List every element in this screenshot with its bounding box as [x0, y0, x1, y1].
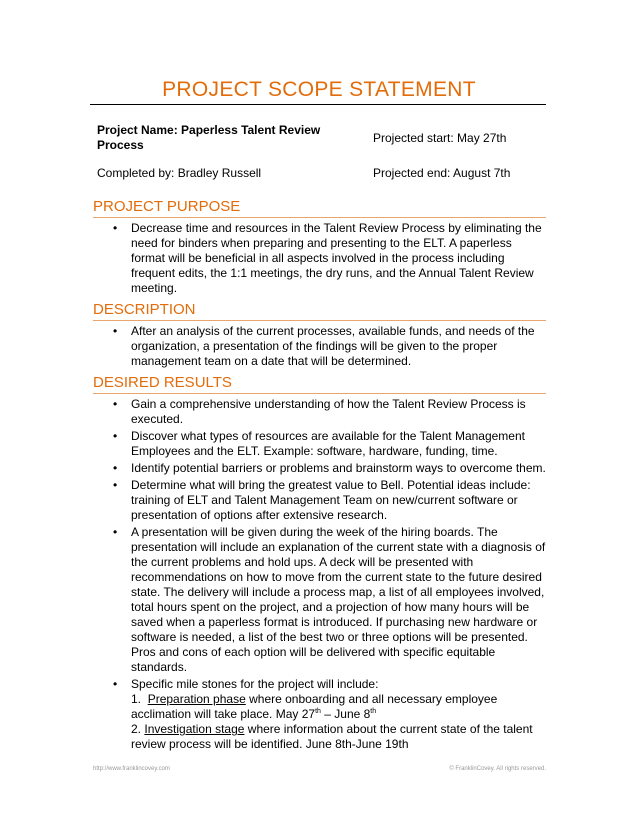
list-item: [93, 525, 546, 675]
list-item: [93, 461, 546, 476]
bullet-icon: •: [113, 478, 118, 492]
bullet-icon: •: [113, 677, 118, 691]
list-item-text: Gain a comprehensive understanding of how the Talent Review Process is executed.: [131, 397, 526, 426]
list-item: [93, 478, 546, 523]
ordinal-suffix: th: [315, 708, 321, 715]
bullet-icon: •: [113, 525, 118, 539]
section-heading: PROJECT PURPOSE: [93, 198, 546, 218]
list-item: [93, 324, 546, 369]
milestone-number: 1.: [131, 692, 142, 706]
title-divider: [90, 104, 546, 105]
project-name: Project Name: Paperless Talent Review Process: [97, 123, 321, 152]
list-item-text: Determine what will bring the greatest value to Bell. Potential ideas include: training of ELT and Talent Management Team on new/current software or presentation of options after extensive research.: [131, 478, 531, 522]
section-heading: DESIRED RESULTS: [93, 374, 546, 394]
list-item-text: After an analysis of the current processes, available funds, and needs of the organization, a presentation of the findings will be given to the proper management team on a date that will be determined.: [131, 324, 535, 368]
page-title: PROJECT SCOPE STATEMENT: [162, 78, 476, 101]
projected-end: Projected end: August 7th: [373, 166, 511, 180]
milestone-label: Preparation phase: [147, 692, 246, 706]
list-item: [93, 397, 546, 427]
bullet-list: [93, 221, 546, 296]
bullet-icon: •: [113, 221, 118, 235]
list-item: [93, 429, 546, 459]
bullet-list: [93, 397, 546, 752]
ordinal-suffix: th: [370, 708, 377, 715]
section-heading: DESCRIPTION: [93, 301, 546, 321]
bullet-icon: •: [113, 461, 118, 475]
list-item-text: A presentation will be given during the week of the hiring boards. The presentation will include an explanation of the current state with a diagnosis of the current problems and hold ups. A deck will be presented with recommendations on how to move from the current state to the future desired state. The delivery will include a process map, a list of all employees involved, total hours spent on the project, and a projection of how many hours will be saved when a paperless format is introduced. If purchasing new hardware or software is needed, a list of the best two or three options will be presented. Pros and cons of each option will be delivered with specific equitable standards.: [131, 525, 546, 674]
milestone-number: 2.: [131, 722, 142, 736]
section-description: [93, 301, 546, 371]
list-item-text: Decrease time and resources in the Talent Review Process by eliminating the need for binders when preparing and presenting to the ELT. A paperless format will be beneficial in all aspects involved in the process including frequent edits, the 1:1 meetings, the dry runs, and the Annual Talent Review meeting.: [131, 221, 542, 295]
completed-by: Completed by: Bradley Russell: [97, 166, 262, 180]
milestone-1: [131, 692, 497, 721]
milestone-2: [131, 722, 533, 751]
list-item-text: Discover what types of resources are available for the Talent Management Employees and the ELT. Example: software, hardware, funding, time.: [131, 429, 525, 458]
list-item: [93, 221, 546, 296]
footer-link[interactable]: http://www.franklincovey.com: [93, 766, 170, 772]
milestones-intro: Specific mile stones for the project will include:: [131, 677, 379, 691]
footer-copyright: © FranklinCovey. All rights reserved.: [449, 766, 546, 772]
bullet-icon: •: [113, 324, 118, 338]
bullet-icon: •: [113, 429, 118, 443]
milestone-text: where information about the current state of the talent review process will be identified. June 8th-June 19th: [131, 722, 533, 751]
bullet-icon: •: [113, 397, 118, 411]
projected-start: Projected start: May 27th: [373, 131, 507, 145]
section-project-purpose: [93, 198, 546, 298]
milestone-label: Investigation stage: [144, 722, 245, 736]
section-desired-results: [93, 374, 546, 754]
milestone-text: – June 8: [320, 707, 371, 721]
bullet-list: [93, 324, 546, 369]
list-item-text: Identify potential barriers or problems and brainstorm ways to overcome them.: [131, 461, 546, 475]
milestone-text: where onboarding and all necessary employee acclimation will take place. May 27: [131, 692, 498, 721]
list-item-milestones: [93, 677, 546, 752]
